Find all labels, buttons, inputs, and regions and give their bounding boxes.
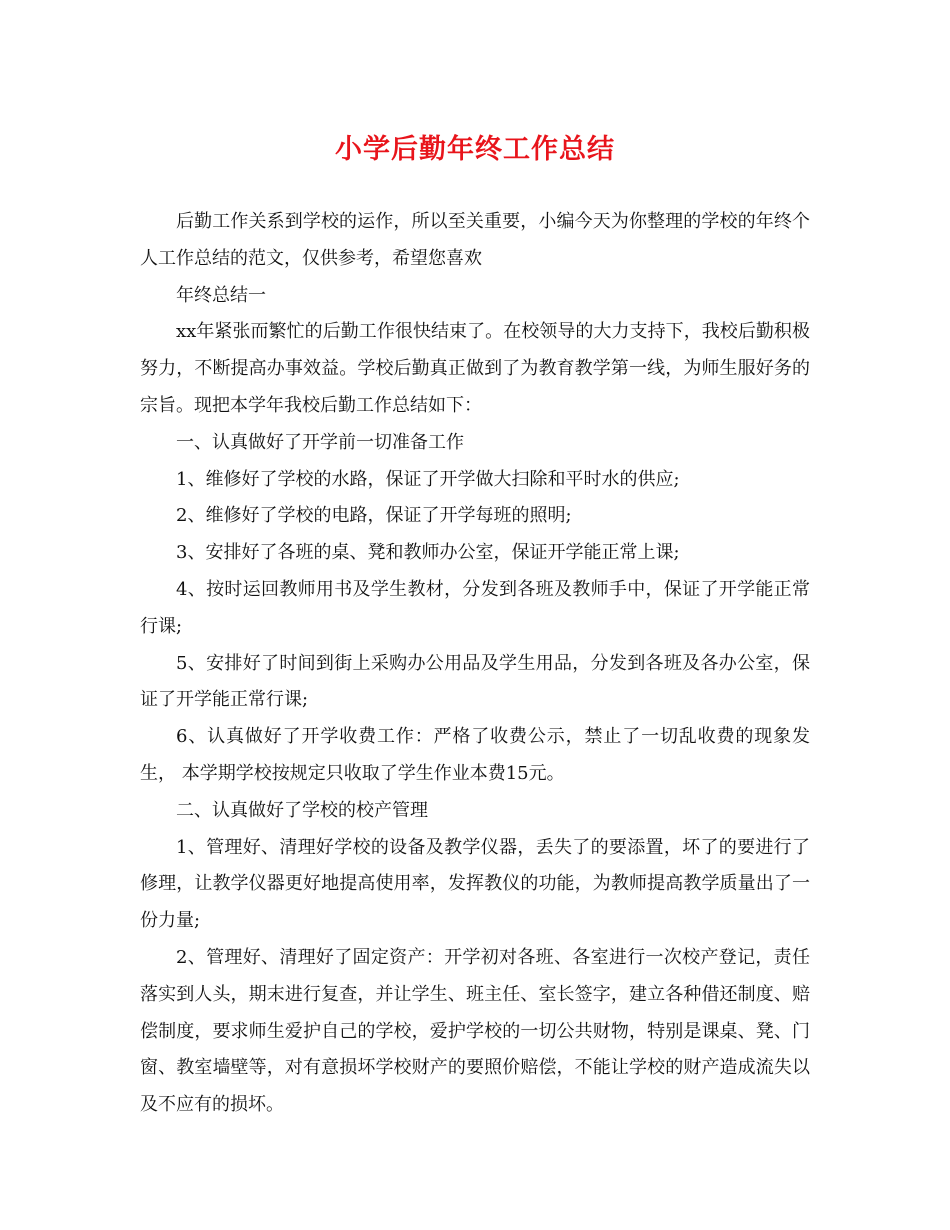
list-item: 3、安排好了各班的桌、凳和教师办公室，保证开学能正常上课; (176, 542, 680, 564)
list-item: 4、按时运回教师用书及学生教材，分发到各班及教师手中，保证了开学能正常行课; (140, 578, 810, 637)
page-title: 小学后勤年终工作总结 (335, 134, 615, 165)
document-body (140, 204, 810, 1124)
section-heading-summary-one: 年终总结一 (176, 284, 266, 306)
list-item: 1、管理好、清理好学校的设备及教学仪器，丢失了的要添置，坏了的要进行了修理，让教学仪器更好地提高使用率，发挥教仪的功能，为教师提高教学质量出了一份力量; (140, 836, 810, 932)
paragraph-intro: 后勤工作关系到学校的运作，所以至关重要，小编今天为你整理的学校的年终个人工作总结的范文，仅供参考，希望您喜欢 (140, 211, 810, 269)
list-item: 2、维修好了学校的电路，保证了开学每班的照明; (176, 505, 572, 527)
list-item: 5、安排好了时间到街上采购办公用品及学生用品，分发到各班及各办公室，保证了开学能正常行课; (140, 652, 810, 711)
section-heading-asset-management: 二、认真做好了学校的校产管理 (176, 799, 428, 821)
list-item: 1、维修好了学校的水路，保证了开学做大扫除和平时水的供应; (176, 468, 680, 490)
list-item: 6、认真做好了开学收费工作：严格了收费公示，禁止了一切乱收费的现象发生， 本学期学校按规定只收取了学生作业本费15元。 (140, 726, 810, 784)
list-item: 2、管理好、清理好了固定资产：开学初对各班、各室进行一次校产登记，责任落实到人头，期末进行复查，并让学生、班主任、室长签字，建立各种借还制度、赔偿制度，要求师生爱护自己的学校，爱护学校的一切公共财物，特别是课桌、凳、门窗、教室墙壁等，对有意损坏学校财产的要照价赔偿，不能让学校的财产造成流失以及不应有的损坏。 (140, 946, 810, 1116)
paragraph-overview: xx年紧张而繁忙的后勤工作很快结束了。在校领导的大力支持下，我校后勤积极努力，不断提高办事效益。学校后勤真正做到了为教育教学第一线，为师生服好务的宗旨。现把本学年我校后勤工作总结如下： (140, 321, 810, 416)
section-heading-preparation: 一、认真做好了开学前一切准备工作 (176, 431, 464, 453)
